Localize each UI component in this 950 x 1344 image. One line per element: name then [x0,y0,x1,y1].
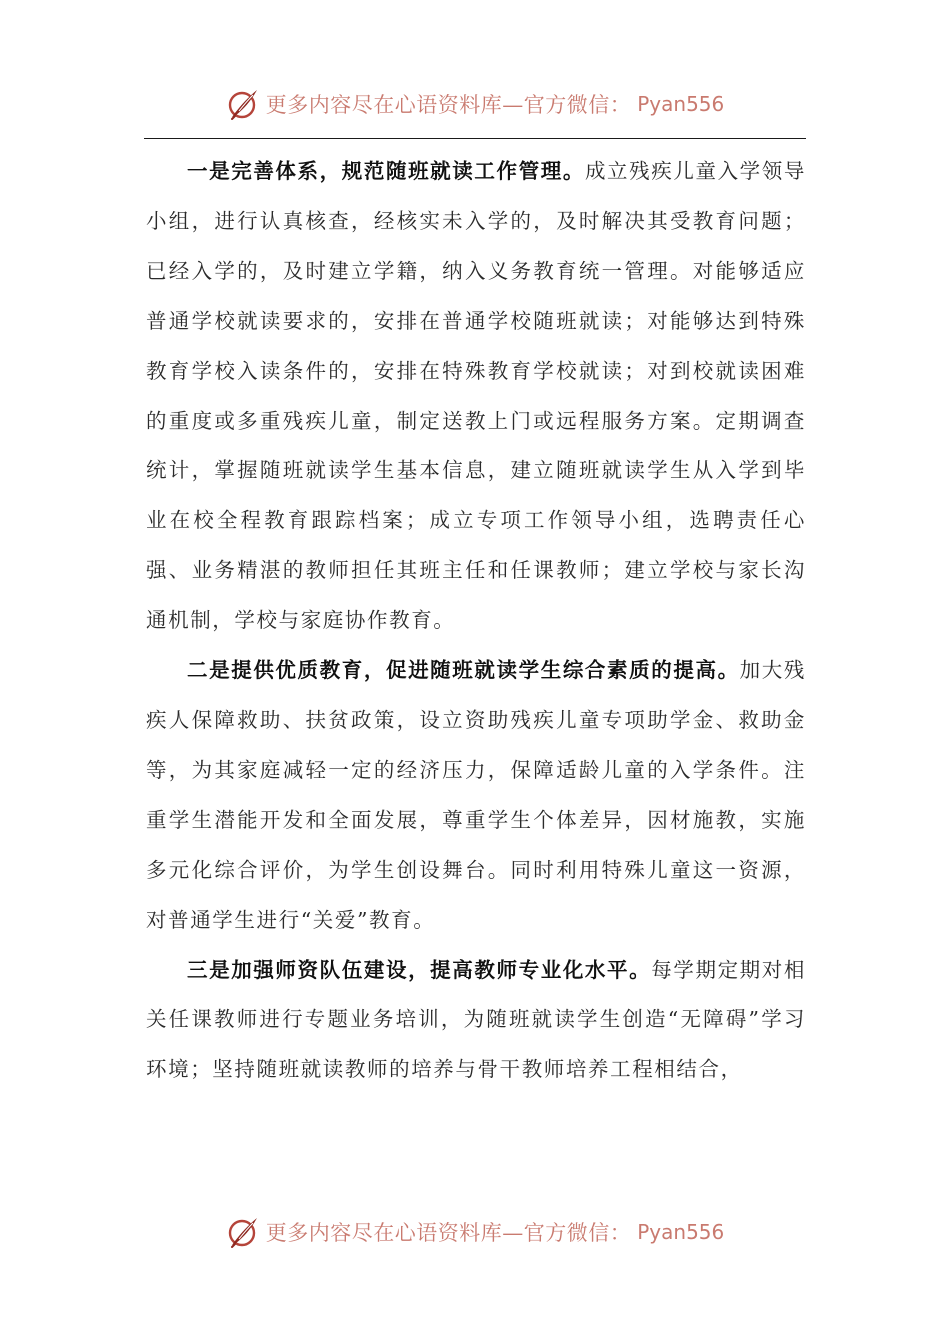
quill-pen-logo-icon [226,87,260,121]
header-banner [0,84,950,124]
paragraph-1-text: 成立残疾儿童入学领导小组，进行认真核查，经核实未入学的，及时解决其受教育问题；已经入学的，及时建立学籍，纳入义务教育统一管理。对能够适应普通学校就读要求的，安排在普通学校随班就读；对能够达到特殊教育学校入读条件的，安排在特殊教育学校就读；对到校就读困难的重度或多重残疾儿童，制定送教上门或远程服务方案。定期调查统计，掌握随班就读学生基本信息，建立随班就读学生从入学到毕业在校全程教育跟踪档案；成立专项工作领导小组，选聘责任心强、业务精湛的教师担任其班主任和任课教师；建立学校与家长沟通机制，学校与家庭协作教育。 [146,159,806,633]
header-banner-text: 更多内容尽在心语资料库—官方微信： [265,93,632,117]
paragraph-2-text: 加大残疾人保障救助、扶贫政策，设立资助残疾儿童专项助学金、救助金等，为其家庭减轻一定的经济压力，保障适龄儿童的入学条件。注重学生潜能开发和全面发展，尊重学生个体差异，因材施教，实施多元化综合评价，为学生创设舞台。同时利用特殊儿童这一资源，对普通学生进行“关爱”教育。 [146,658,806,932]
document-body [146,147,806,1095]
paragraph-3 [146,946,806,1096]
footer-banner [0,1212,950,1252]
paragraph-3-text: 每学期定期对相关任课教师进行专题业务培训，为随班就读学生创造“无障碍”学习环境；坚持随班就读教师的培养与骨干教师培养工程相结合， [146,957,806,1082]
paragraph-2 [146,646,806,945]
paragraph-3-heading: 三是加强师资队伍建设，提高教师专业化水平。 [187,957,652,982]
quill-pen-logo-icon [226,1215,260,1249]
paragraph-2-heading: 二是提供优质教育，促进随班就读学生综合素质的提高。 [187,658,740,683]
header-divider [144,138,806,139]
header-banner-inner [226,87,725,121]
footer-wechat-id: Pyan556 [637,1220,725,1244]
footer-banner-text: 更多内容尽在心语资料库—官方微信： [265,1221,632,1245]
paragraph-1-heading: 一是完善体系，规范随班就读工作管理。 [187,159,585,183]
header-wechat-id: Pyan556 [637,92,725,116]
footer-banner-inner [226,1215,725,1249]
paragraph-1 [146,147,806,646]
